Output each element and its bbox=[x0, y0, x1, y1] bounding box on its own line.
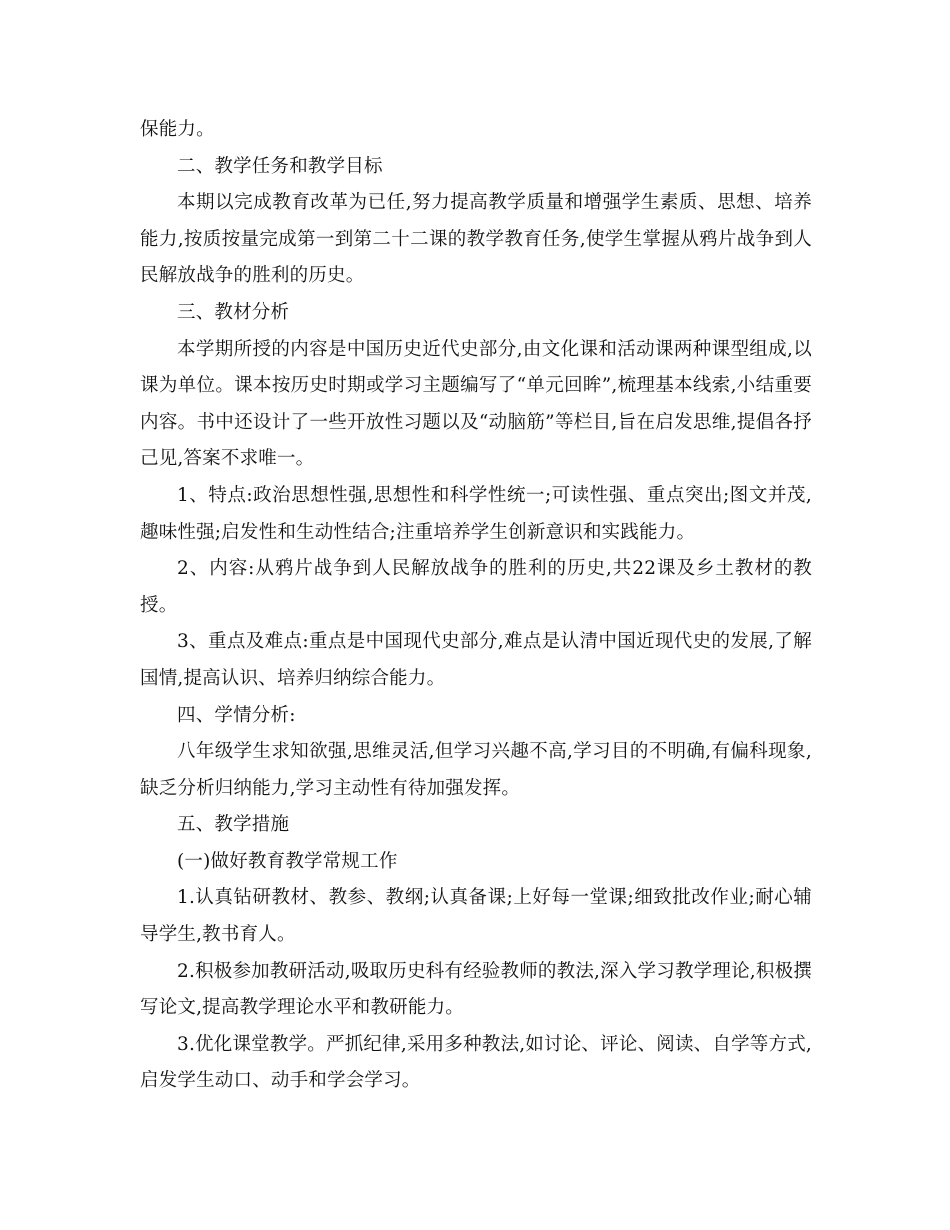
paragraph-student-analysis: 八年级学生求知欲强,思维灵活,但学习兴趣不高,学习目的不明确,有偏科现象,缺乏分析归纳能力,学习主动性有待加强发挥。 bbox=[140, 741, 812, 799]
subsection-heading-routine-work: (一)做好教育教学常规工作 bbox=[177, 850, 398, 872]
section-heading-student-analysis: 四、学情分析: bbox=[177, 704, 296, 726]
section-heading-teaching-tasks: 二、教学任务和教学目标 bbox=[177, 155, 383, 177]
list-item-measure-2: 2.积极参加教研活动,吸取历史科有经验教师的教法,深入学习教学理论,积极撰写论文,提高教学理论水平和教研能力。 bbox=[140, 960, 812, 1019]
paragraph-teaching-goals: 本期以完成教育改革为已任,努力提高教学质量和增强学生素质、思想、培养能力,按质按量完成第一到第二十二课的教学教育任务,使学生掌握从鸦片战争到人民解放战争的胜利的历史。 bbox=[140, 192, 812, 287]
list-item-content: 2、内容:从鸦片战争到人民解放战争的胜利的历史,共22课及乡土教材的教授。 bbox=[140, 558, 812, 616]
list-item-features: 1、特点:政治思想性强,思想性和科学性统一;可读性强、重点突出;图文并茂,趣味性强;启发性和生动性结合;注重培养学生创新意识和实践能力。 bbox=[140, 484, 812, 543]
paragraph-textbook-content: 本学期所授的内容是中国历史近代史部分,由文化课和活动课两种课型组成,以课为单位。课本按历史时期或学习主题编写了“单元回眸”,梳理基本线索,小结重要内容。书中还设计了一些开放性习题以及“动脑筋”等栏目,旨在启发思维,提倡各抒己见,答案不求唯一。 bbox=[140, 338, 812, 470]
list-item-measure-1: 1.认真钻研教材、教参、教纲;认真备课;上好每一堂课;细致批改作业;耐心辅导学生,教书育人。 bbox=[140, 887, 812, 946]
section-heading-textbook-analysis: 三、教材分析 bbox=[177, 301, 290, 323]
list-item-measure-3: 3.优化课堂教学。严抓纪律,采用多种教法,如讨论、评论、阅读、自学等方式,启发学生动口、动手和学会学习。 bbox=[140, 1033, 812, 1092]
list-item-key-points: 3、重点及难点:重点是中国现代史部分,难点是认清中国近现代史的发展,了解国情,提高认识、培养归纳综合能力。 bbox=[140, 631, 812, 689]
paragraph-continuation: 保能力。 bbox=[140, 119, 215, 140]
document-body bbox=[140, 112, 812, 1100]
section-heading-teaching-measures: 五、教学措施 bbox=[177, 814, 290, 836]
